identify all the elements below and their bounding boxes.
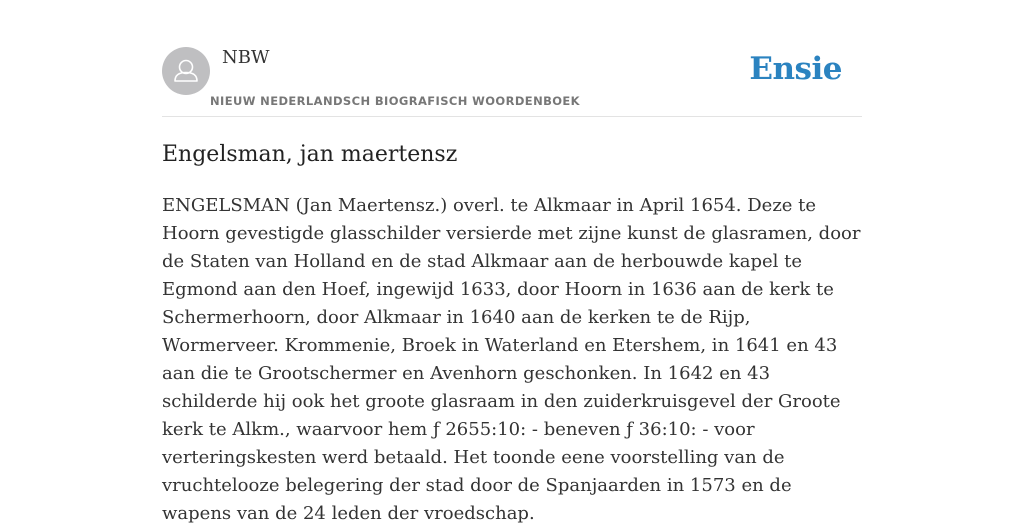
entry-body: ENGELSMAN (Jan Maertensz.) overl. te Alkmaar in April 1654. Deze te Hoorn gevestigde glasschilder versierde met zijne kunst de glasramen, door de Staten van Holland en de stad Alkmaar aan de herbouwde kapel te Egmond aan den Hoef, ingewijd 1633, door Hoorn in 1636 aan de kerk te Schermerhoorn, door Alkmaar in 1640 aan de kerken te de Rijp, Wormerveer. Krommenie, Broek in Waterland en Etershem, in 1641 en 43 aan die te Grootschermer en Avenhorn geschonken. In 1642 en 43 schilderde hij ook het groote glasraam in den zuiderkruisgevel der Groote kerk te Alkm., waarvoor hem ƒ 2655:10: - beneven ƒ 36:10: - voor verteringskesten werd betaald. Het toonde eene voorstelling van de vruchtelooze belegering der stad door de Spanjaarden in 1573 en de wapens van de 24 leden der vroedschap. xyxy=(162,195,861,524)
entry-card xyxy=(162,0,862,524)
entry-title: Engelsman, jan maertensz xyxy=(162,142,458,167)
brand-logo[interactable]: Ensie xyxy=(749,51,842,87)
source-short-name[interactable]: NBW xyxy=(222,47,270,68)
source-full-name: NIEUW NEDERLANDSCH BIOGRAFISCH WOORDENBOEK xyxy=(210,94,580,108)
card-header xyxy=(162,0,862,117)
avatar[interactable] xyxy=(162,47,210,95)
user-silhouette-icon xyxy=(162,47,210,95)
